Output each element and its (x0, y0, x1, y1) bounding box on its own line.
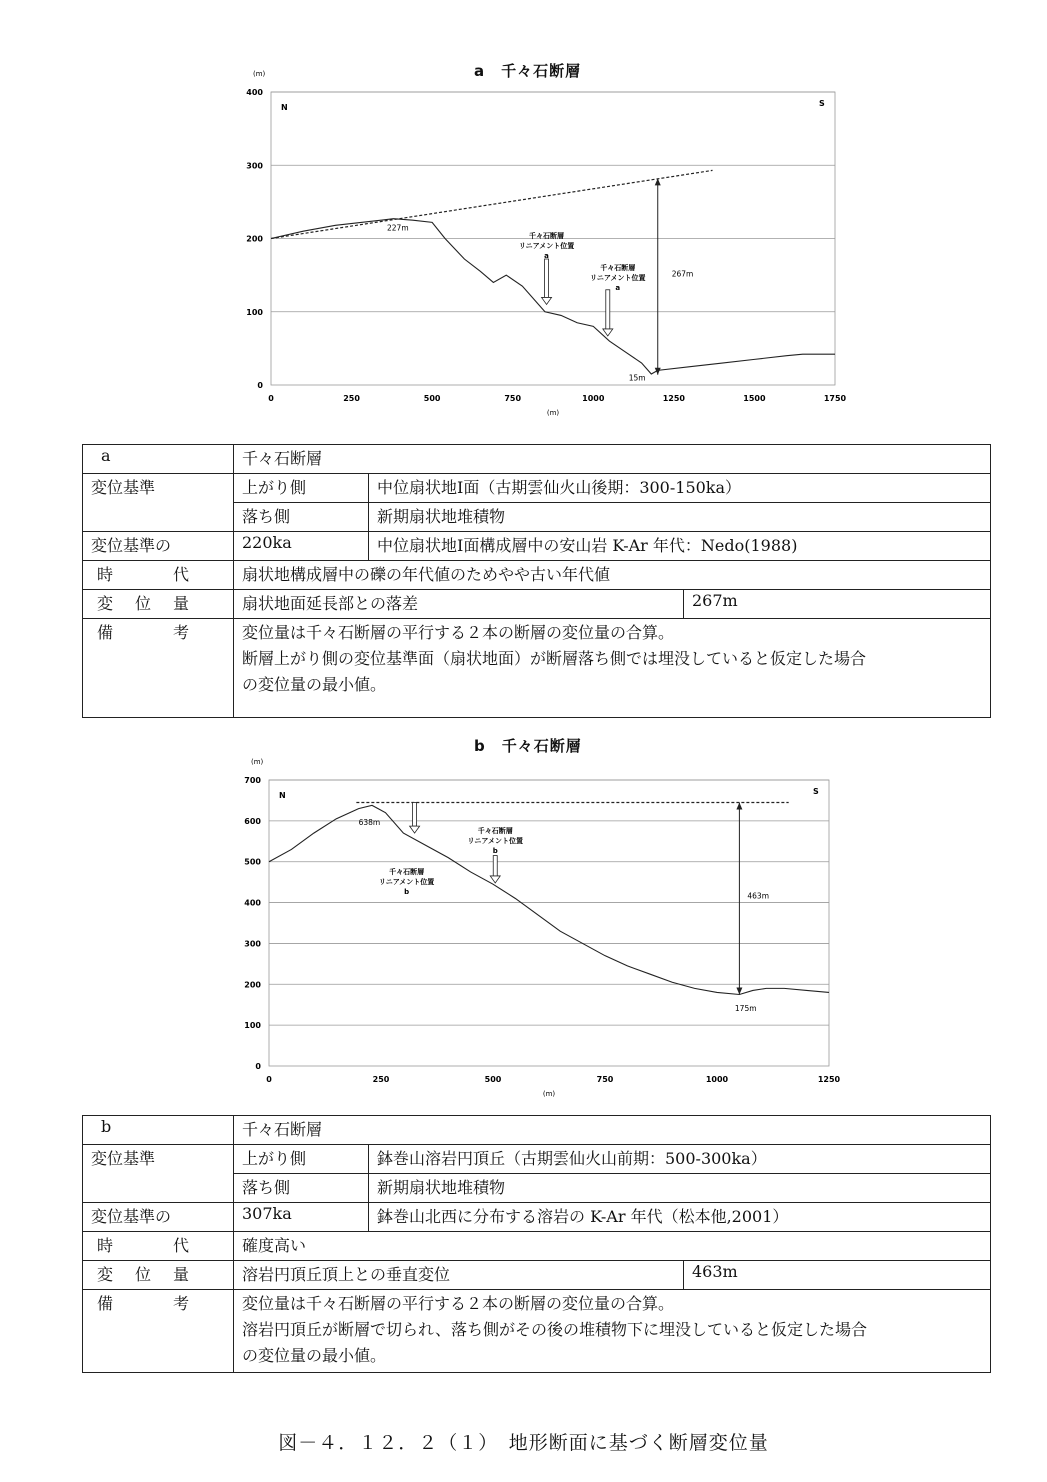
lineament-arrow-head (490, 876, 500, 883)
table-a-age-value: 220ka (234, 532, 369, 561)
lineament-arrow-head (410, 826, 420, 833)
peak-elevation-label: 227m (387, 223, 409, 233)
table-b-age-label2: 時 代 (83, 1232, 234, 1261)
table-a-up-label: 上がり側 (234, 474, 369, 503)
lineament-label-position: リニアメント位置 (518, 242, 575, 250)
table-b-up-value: 鉢巻山溶岩円頂丘（古期雲仙火山前期：500-300ka） (369, 1145, 991, 1174)
table-b (82, 1115, 991, 1373)
y-tick-label: 100 (244, 1021, 261, 1031)
table-b-age-value: 307ka (234, 1203, 369, 1232)
x-tick-label: 250 (372, 1075, 390, 1084)
lineament-label-name: 千々石断層 (477, 827, 513, 835)
x-tick-label: 750 (504, 394, 522, 403)
table-b-head: b (83, 1116, 234, 1145)
table-b-age-source: 鉢巻山北西に分布する溶岩の K-Ar 年代（松本他,2001） (369, 1203, 991, 1232)
table-a-name: 千々石断層 (234, 445, 991, 474)
table-a-age-note: 扇状地構成層中の礫の年代値のためやや古い年代値 (234, 561, 991, 590)
chart-b-title: b 千々石断層 (474, 737, 582, 755)
x-tick-label: 250 (343, 394, 360, 403)
x-tick-label: 1000 (705, 1075, 729, 1084)
reference-surface-dashed-line (271, 170, 713, 238)
lineament-arrow-shaft (606, 290, 610, 329)
x-unit-label: (m) (546, 409, 560, 417)
y-tick-label: 300 (246, 161, 263, 171)
y-tick-label: 700 (244, 776, 261, 785)
x-tick-label: 500 (484, 1075, 502, 1084)
table-b-down-value: 新期扇状地堆積物 (369, 1174, 991, 1203)
lineament-arrow-shaft (545, 259, 549, 297)
table-a (82, 444, 991, 718)
y-tick-label: 400 (244, 898, 261, 908)
lineament-label-name: 千々石断層 (600, 264, 636, 272)
table-a-disp-desc: 扇状地面延長部との落差 (234, 590, 684, 619)
chart-a-title: a 千々石断層 (474, 62, 582, 80)
lineament-label-id: b (404, 888, 410, 896)
table-a-remark: 変位量は千々石断層の平行する２本の断層の変位量の合算。 断層上がり側の変位基準面（扇状地面）が断層落ち側では埋没していると仮定した場合 の変位量の最小値。 (234, 619, 991, 718)
terrain-profile-line (269, 805, 829, 994)
x-tick-label: 0 (268, 394, 274, 403)
chart-a (230, 60, 850, 420)
lineament-label-id: b (492, 847, 498, 855)
y-unit-label: (m) (253, 70, 266, 78)
y-tick-label: 100 (246, 307, 263, 317)
north-label: N (279, 791, 286, 800)
x-tick-label: 1250 (817, 1075, 841, 1084)
lineament-label-position: リニアメント位置 (467, 837, 523, 845)
x-tick-label: 1750 (823, 394, 847, 403)
table-b-disp-desc: 溶岩円頂丘頂上との垂直変位 (234, 1261, 684, 1290)
lineament-label-name: 千々石断層 (389, 868, 425, 876)
lineament-arrow-head (542, 297, 552, 304)
displacement-label: 267m (671, 269, 694, 279)
table-b-disp-value: 463m (684, 1261, 991, 1290)
y-unit-label: (m) (251, 758, 264, 766)
lineament-arrow-shaft (493, 856, 497, 876)
table-a-disp-label: 変 位 量 (83, 590, 234, 619)
y-tick-label: 200 (246, 234, 263, 244)
table-a-basis-label: 変位基準 (83, 474, 234, 532)
lineament-arrow-head (603, 329, 613, 336)
y-tick-label: 500 (244, 857, 261, 867)
table-a-age-label: 変位基準の (83, 532, 234, 561)
table-a-disp-value: 267m (684, 590, 991, 619)
north-label: N (281, 103, 288, 112)
table-b-disp-label: 変 位 量 (83, 1261, 234, 1290)
table-a-age-label2: 時 代 (83, 561, 234, 590)
displacement-arrow-head-top (655, 178, 661, 185)
table-b-basis-label: 変位基準 (83, 1145, 234, 1203)
y-tick-label: 200 (244, 980, 261, 990)
lineament-arrow-shaft (413, 802, 417, 826)
low-elevation-label: 175m (734, 1003, 757, 1013)
lineament-label-id: a (544, 252, 549, 260)
y-tick-label: 0 (255, 1062, 261, 1071)
table-b-name: 千々石断層 (234, 1116, 991, 1145)
y-tick-label: 0 (257, 381, 263, 390)
x-tick-label: 1000 (582, 394, 605, 403)
table-b-age-label: 変位基準の (83, 1203, 234, 1232)
south-label: S (819, 99, 825, 108)
table-a-remark-label: 備 考 (83, 619, 234, 718)
x-tick-label: 1250 (662, 394, 685, 403)
south-label: S (813, 787, 819, 796)
table-a-age-source: 中位扇状地Ⅰ面構成層中の安山岩 K-Ar 年代：Nedo(1988) (369, 532, 991, 561)
peak-elevation-label: 638m (358, 817, 381, 827)
displacement-label: 463m (747, 891, 770, 901)
table-a-head: a (83, 445, 234, 474)
table-b-age-note: 確度高い (234, 1232, 991, 1261)
x-tick-label: 750 (596, 1075, 614, 1084)
table-a-up-value: 中位扇状地Ⅰ面（古期雲仙火山後期：300-150ka） (369, 474, 991, 503)
y-tick-label: 600 (244, 816, 261, 826)
y-tick-label: 300 (244, 939, 261, 949)
figure-caption: 図－４．１２．２（１） 地形断面に基づく断層変位量 (278, 1432, 769, 1454)
lineament-label-id: a (615, 284, 621, 292)
x-tick-label: 1500 (743, 394, 766, 403)
y-tick-label: 400 (246, 88, 263, 97)
low-elevation-label: 15m (628, 373, 646, 383)
lineament-label-position: リニアメント位置 (378, 878, 435, 886)
x-unit-label: (m) (542, 1090, 556, 1098)
table-a-down-value: 新期扇状地堆積物 (369, 503, 991, 532)
lineament-label-position: リニアメント位置 (590, 274, 646, 282)
table-b-remark-label: 備 考 (83, 1290, 234, 1373)
table-a-down-label: 落ち側 (234, 503, 369, 532)
table-b-up-label: 上がり側 (234, 1145, 369, 1174)
x-tick-label: 500 (423, 394, 441, 403)
table-b-down-label: 落ち側 (234, 1174, 369, 1203)
chart-b (230, 750, 850, 1100)
x-tick-label: 0 (266, 1075, 272, 1084)
displacement-arrow-head-top (736, 802, 742, 809)
table-b-remark: 変位量は千々石断層の平行する２本の断層の変位量の合算。 溶岩円頂丘が断層で切られ、落ち側がその後の堆積物下に埋没していると仮定した場合 の変位量の最小値。 (234, 1290, 991, 1373)
lineament-label-name: 千々石断層 (529, 232, 565, 240)
